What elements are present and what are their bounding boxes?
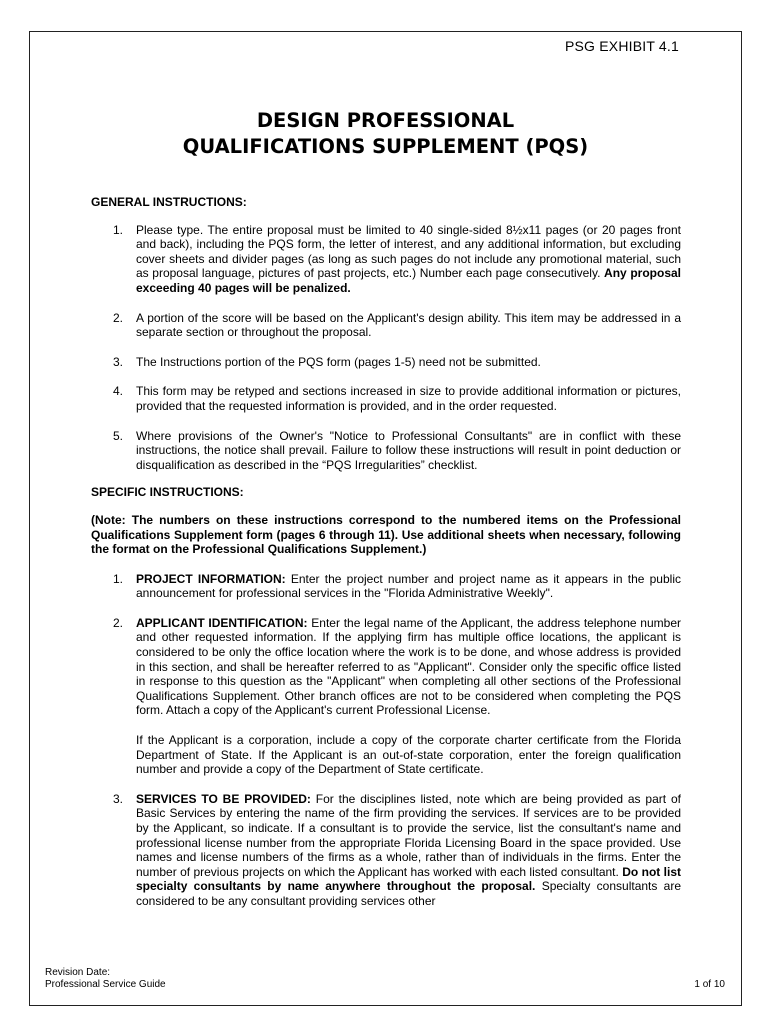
item-bold-text: Any proposal exceeding 40 pages will be penalized. — [136, 266, 682, 295]
item-text: Where provisions of the Owner's "Notice to Professional Consultants" are in conflict with these instructions, the notice shall prevail. Failure to follow these instructions will result in point deduction or disqualification as described in the “PQS Irregularities” checklist. — [136, 428, 681, 472]
item-label: PROJECT INFORMATION: — [136, 571, 286, 586]
item-label: APPLICANT IDENTIFICATION: — [136, 615, 308, 630]
list-item — [91, 429, 681, 473]
specific-instructions-heading: SPECIFIC INSTRUCTIONS: — [91, 485, 244, 500]
item-number: 2. — [113, 310, 124, 325]
item-text: The Instructions portion of the PQS form (pages 1-5) need not be submitted. — [136, 354, 541, 369]
document-title — [30, 108, 741, 160]
guide-name: Professional Service Guide — [45, 979, 166, 990]
list-item — [91, 572, 681, 601]
list-item — [91, 355, 681, 370]
list-item — [91, 384, 681, 413]
item-text: This form may be retyped and sections increased in size to provide additional information or pictures, provided that the requested information is provided, and in the order requested. — [136, 384, 681, 413]
item-paragraph: If the Applicant is a corporation, include a copy of the corporate charter certificate from the Florida Department of State. If the Applicant is an out-of-state corporation, enter the foreign qualification number and provide a copy of the Department of State certificate. — [136, 733, 681, 777]
item-bold-text: Do not list specialty consultants by name anywhere throughout the proposal. — [136, 864, 681, 894]
title-line-1: DESIGN PROFESSIONAL — [256, 109, 515, 132]
revision-date-label: Revision Date: — [45, 967, 111, 978]
specific-instructions-list — [91, 572, 681, 909]
item-label: SERVICES TO BE PROVIDED: — [136, 791, 311, 806]
item-text: Enter the legal name of the Applicant, the address telephone number and other requested information. If the applying firm has multiple office locations, the applicant is considered to be only the office location where the work is to be done, and whose address is provided in this section, and shall be hereafter referred to as "Applicant". Consider only the specific office listed in response to this question as the "Applicant" when completing all other sections of the Professional Qualifications Supplement. Other branch offices are not to be considered when completing the PQS form. Attach a copy of the Applicant's current Professional License. — [136, 615, 681, 718]
item-text: A portion of the score will be based on the Applicant's design ability. This item may be addressed in a separate section or throughout the proposal. — [136, 310, 681, 340]
list-item — [91, 311, 681, 340]
item-text: Enter the project number and project name as it appears in the public announcement for professional services in the "Florida Administrative Weekly". — [136, 571, 681, 601]
document-body — [91, 195, 681, 924]
general-instructions-heading: GENERAL INSTRUCTIONS: — [91, 195, 247, 209]
item-number: 3. — [113, 791, 124, 806]
title-line-2: QUALIFICATIONS SUPPLEMENT (PQS) — [182, 135, 589, 158]
list-item — [91, 223, 681, 296]
list-item — [91, 616, 681, 777]
document-page — [29, 31, 742, 1006]
item-text-continued: Specialty consultants are considered to be any consultant providing services other — [136, 879, 682, 908]
item-number: 1. — [113, 222, 124, 237]
page-number: 1 of 10 — [694, 979, 725, 990]
exhibit-label: PSG EXHIBIT 4.1 — [564, 38, 679, 54]
item-number: 2. — [113, 615, 124, 630]
item-number: 3. — [113, 354, 124, 369]
specific-instructions-note: (Note: The numbers on these instructions correspond to the numbered items on the Professional Qualifications Supplement form (pages 6 through 11). Use additional sheets when necessary, following the format on the Professional Qualifications Supplement.) — [91, 512, 681, 557]
list-item — [91, 792, 681, 909]
footer-left — [45, 967, 166, 991]
item-number: 4. — [113, 384, 124, 399]
general-instructions-list — [91, 223, 681, 473]
item-number: 1. — [113, 571, 124, 586]
item-number: 5. — [113, 428, 124, 443]
item-text: Please type. The entire proposal must be limited to 40 single-sided 8½x11 pages (or 20 pages front and back), including the PQS form, the letter of interest, and any additional information, but excluding cover sheets and divider pages (as long as such pages do not include any promotional material, such as proposal language, pictures of past projects, etc.) Number each page consecutively. — [136, 222, 681, 281]
item-text: For the disciplines listed, note which are being provided as part of Basic Services by entering the name of the firm providing the services. If services are to be provided by the Applicant, so indicate. If a consultant is to provide the service, list the consultant's name and professional license number from the appropriate Florida Licensing Board in the space provided. Use names and license numbers of the firms as a whole, rather than of individuals in the firms. Enter the number of previous projects on which the Applicant has worked with each listed consultant. — [136, 791, 681, 879]
